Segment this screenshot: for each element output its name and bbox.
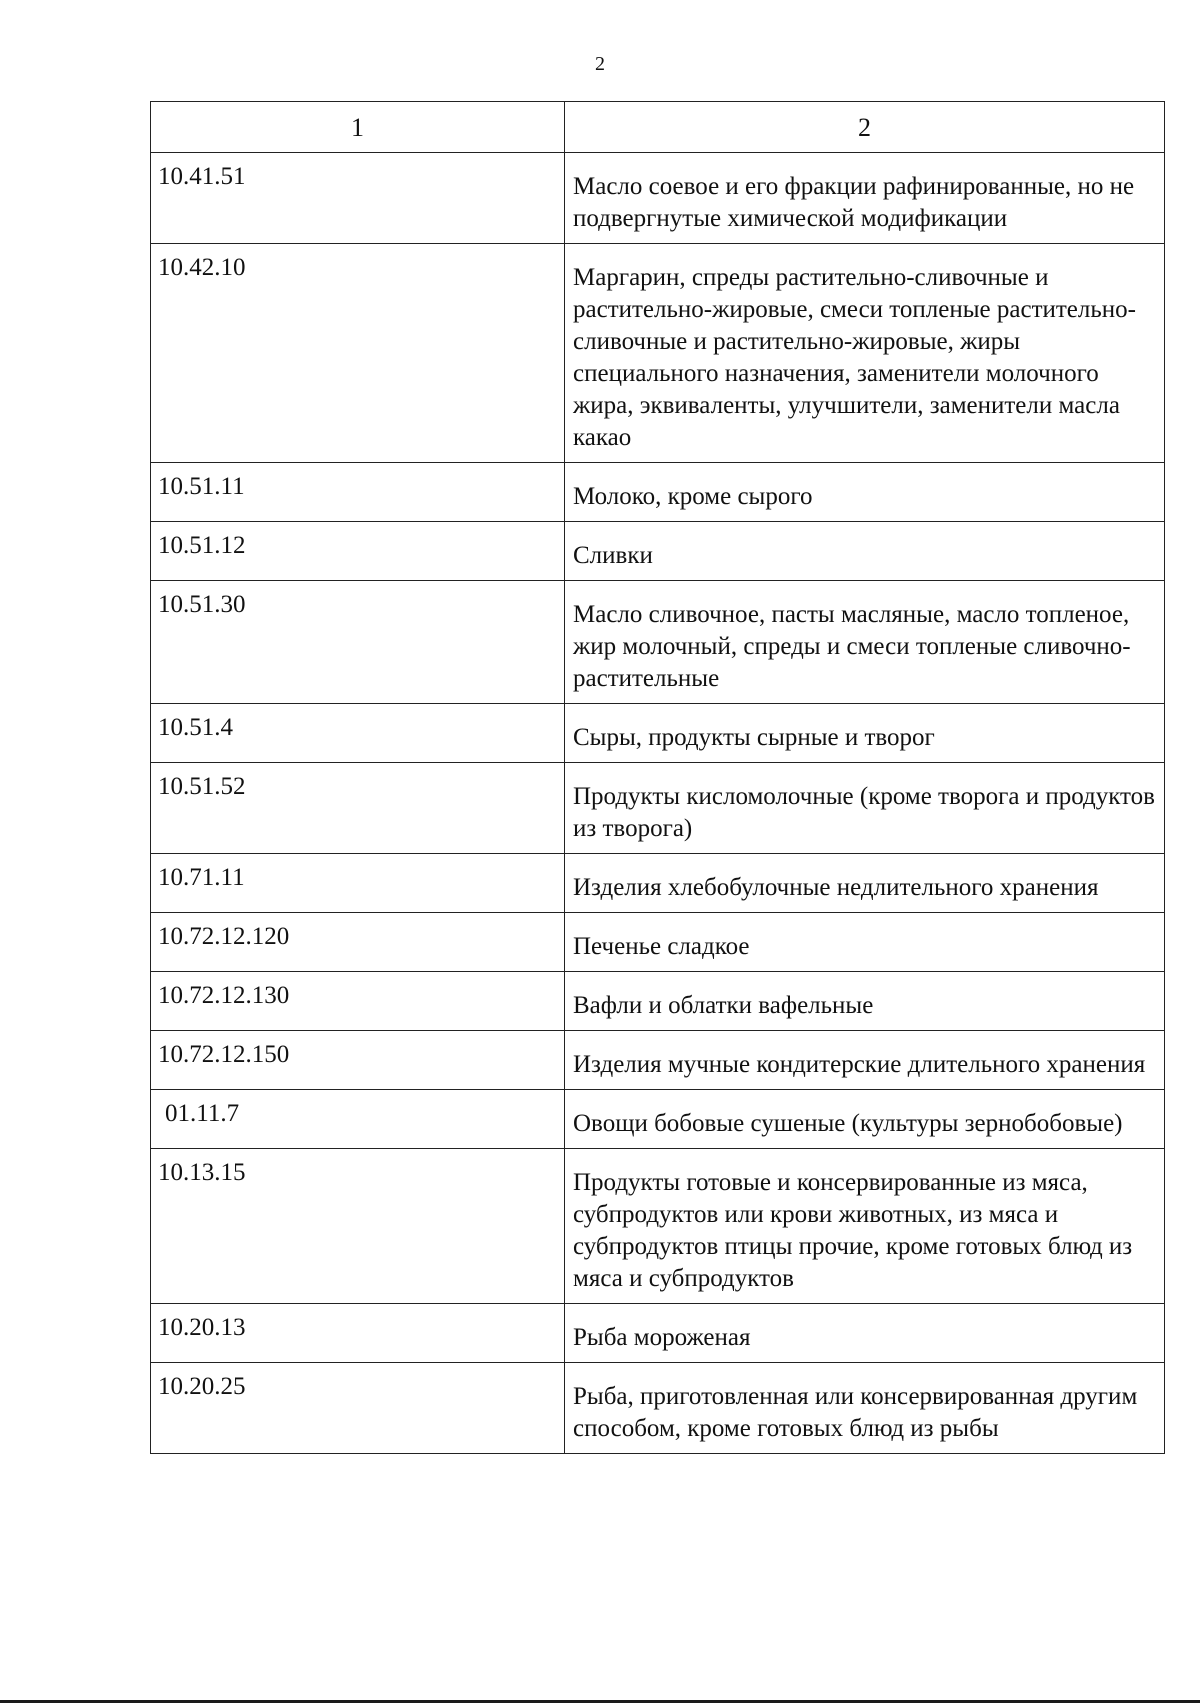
product-name: Сыры, продукты сырные и творог [565, 704, 1165, 763]
column-header-1: 1 [151, 102, 565, 153]
product-code: 10.71.11 [151, 854, 565, 913]
product-name: Молоко, кроме сырого [565, 463, 1165, 522]
product-name: Масло соевое и его фракции рафинированные, но не подвергнутые химической модификации [565, 153, 1165, 244]
column-header-2: 2 [565, 102, 1165, 153]
product-code: 10.41.51 [151, 153, 565, 244]
product-name: Овощи бобовые сушеные (культуры зернобобовые) [565, 1090, 1165, 1149]
table-row [151, 1031, 1165, 1090]
table-row [151, 763, 1165, 854]
product-code: 10.20.13 [151, 1304, 565, 1363]
product-name: Печенье сладкое [565, 913, 1165, 972]
product-code: 10.51.11 [151, 463, 565, 522]
product-name: Масло сливочное, пасты масляные, масло топленое, жир молочный, спреды и смеси топленые сливочно-растительные [565, 581, 1165, 704]
table-row [151, 704, 1165, 763]
page-number: 2 [595, 53, 605, 75]
table-row [151, 153, 1165, 244]
product-code-table [150, 101, 1165, 1454]
table-row [151, 463, 1165, 522]
table-header-row [151, 102, 1165, 153]
product-code: 10.51.12 [151, 522, 565, 581]
product-code: 10.51.52 [151, 763, 565, 854]
product-name: Продукты кисломолочные (кроме творога и продуктов из творога) [565, 763, 1165, 854]
product-code: 10.72.12.130 [151, 972, 565, 1031]
table-row [151, 1304, 1165, 1363]
product-code: 10.20.25 [151, 1363, 565, 1454]
table-row [151, 1149, 1165, 1304]
table-row [151, 854, 1165, 913]
product-name: Маргарин, спреды растительно-сливочные и растительно-жировые, смеси топленые растительно-сливочные и растительно-жировые, жиры специального назначения, заменители молочного жира, эквиваленты, улучшители, заменители масла какао [565, 244, 1165, 463]
product-name: Рыба, приготовленная или консервированная другим способом, кроме готовых блюд из рыбы [565, 1363, 1165, 1454]
product-code: 10.13.15 [151, 1149, 565, 1304]
product-code: 01.11.7 [151, 1090, 565, 1149]
table-row [151, 1090, 1165, 1149]
product-code: 10.51.30 [151, 581, 565, 704]
table-row [151, 972, 1165, 1031]
table-row [151, 522, 1165, 581]
product-code: 10.72.12.120 [151, 913, 565, 972]
product-code: 10.42.10 [151, 244, 565, 463]
table-row [151, 581, 1165, 704]
product-name: Изделия мучные кондитерские длительного хранения [565, 1031, 1165, 1090]
product-code: 10.51.4 [151, 704, 565, 763]
product-name: Вафли и облатки вафельные [565, 972, 1165, 1031]
table-row [151, 913, 1165, 972]
product-name: Изделия хлебобулочные недлительного хранения [565, 854, 1165, 913]
product-name: Продукты готовые и консервированные из мяса, субпродуктов или крови животных, из мяса и субпродуктов птицы прочие, кроме готовых блюд из мяса и субпродуктов [565, 1149, 1165, 1304]
product-code: 10.72.12.150 [151, 1031, 565, 1090]
table-row [151, 1363, 1165, 1454]
product-name: Сливки [565, 522, 1165, 581]
product-name: Рыба мороженая [565, 1304, 1165, 1363]
table-row [151, 244, 1165, 463]
